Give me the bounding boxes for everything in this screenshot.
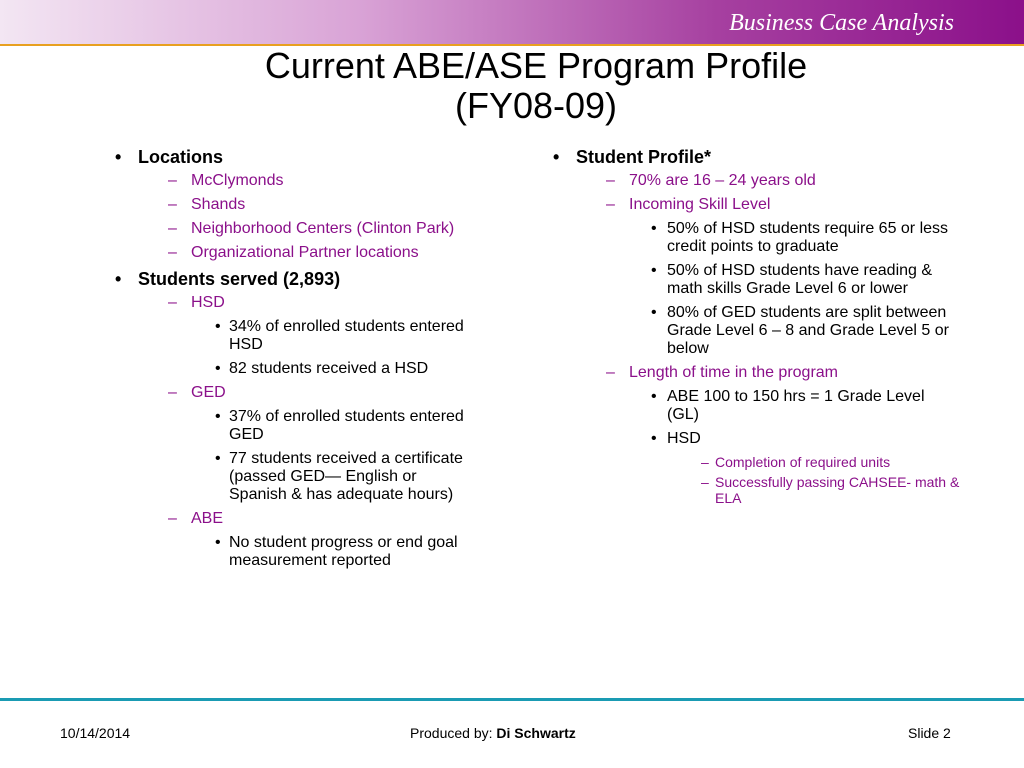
dash-marker: – (606, 196, 615, 213)
bullet-student-profile (553, 146, 973, 168)
footer-rule (0, 698, 1024, 701)
bullet-marker: • (651, 388, 657, 405)
bullet-marker: • (215, 318, 221, 335)
requirement-text: Completion of required units (715, 454, 891, 470)
bullet-marker: • (651, 220, 657, 237)
dash-marker: – (168, 510, 177, 527)
title-line-1: Current ABE/ASE Program Profile (264, 45, 808, 86)
ged-point (115, 408, 525, 444)
dash-marker: – (168, 196, 177, 213)
skill-point (553, 304, 973, 358)
locations-label: Locations (138, 147, 224, 167)
location-text: Neighborhood Centers (Clinton Park) (191, 220, 455, 237)
bullet-marker: • (115, 147, 122, 167)
bullet-marker: • (215, 408, 221, 425)
abe-item (115, 510, 525, 528)
dash-marker: – (168, 244, 177, 261)
bullet-marker: • (651, 262, 657, 279)
ged-label: GED (191, 384, 226, 401)
produced-name: Di Schwartz (496, 725, 576, 741)
skill-item (553, 196, 973, 214)
dash-marker: – (168, 294, 177, 311)
student-profile-label: Student Profile* (576, 147, 712, 167)
footer-slide-number: Slide 2 (908, 725, 951, 741)
hsd-item (115, 294, 525, 312)
dash-marker: – (606, 364, 615, 381)
slide-title (0, 46, 1024, 126)
location-item (115, 220, 525, 238)
bullet-marker: • (651, 304, 657, 321)
point-text: 34% of enrolled students entered HSD (229, 318, 464, 353)
point-text: 50% of HSD students have reading & math skills Grade Level 6 or lower (667, 262, 933, 297)
point-text: ABE 100 to 150 hrs = 1 Grade Level (GL) (667, 388, 925, 423)
students-served-label: Students served (2,893) (138, 269, 341, 289)
left-column (115, 146, 525, 576)
length-point (553, 388, 973, 424)
age-text: 70% are 16 – 24 years old (629, 172, 816, 189)
hsd-requirement (553, 454, 973, 470)
produced-label: Produced by: (410, 725, 493, 741)
location-item (115, 244, 525, 262)
requirement-text: Successfully passing CAHSEE- math & ELA (715, 474, 960, 506)
dash-marker: – (701, 454, 709, 470)
dash-marker: – (606, 172, 615, 189)
skill-label: Incoming Skill Level (629, 196, 771, 213)
bullet-marker: • (215, 450, 221, 467)
location-text: Shands (191, 196, 246, 213)
hsd-label: HSD (191, 294, 225, 311)
footer-produced (410, 725, 576, 741)
point-text: 37% of enrolled students entered GED (229, 408, 464, 443)
location-item (115, 196, 525, 214)
bullet-marker: • (215, 360, 221, 377)
point-text: 77 students received a certificate (passed GED— English or Spanish & has adequate hours) (229, 450, 463, 503)
length-label: Length of time in the program (629, 364, 839, 381)
dash-marker: – (701, 474, 709, 490)
location-text: McClymonds (191, 172, 284, 189)
age-item (553, 172, 973, 190)
point-text: 82 students received a HSD (229, 360, 429, 377)
location-text: Organizational Partner locations (191, 244, 419, 261)
dash-marker: – (168, 220, 177, 237)
bullet-marker: • (651, 430, 657, 447)
length-item (553, 364, 973, 382)
bullet-marker: • (215, 534, 221, 551)
skill-point (553, 262, 973, 298)
abe-label: ABE (191, 510, 224, 527)
dash-marker: – (168, 172, 177, 189)
ged-point (115, 450, 525, 504)
bullet-students-served (115, 268, 525, 290)
footer-date: 10/14/2014 (60, 725, 131, 741)
point-text: 50% of HSD students require 65 or less credit points to graduate (667, 220, 949, 255)
dash-marker: – (168, 384, 177, 401)
point-text: 80% of GED students are split between Grade Level 6 – 8 and Grade Level 5 or below (667, 304, 949, 357)
point-text: No student progress or end goal measurement reported (229, 534, 458, 569)
abe-point (115, 534, 525, 570)
point-text: HSD (667, 430, 701, 447)
bullet-marker: • (115, 269, 122, 289)
skill-point (553, 220, 973, 256)
location-item (115, 172, 525, 190)
hsd-point (115, 318, 525, 354)
header-text: Business Case Analysis (729, 10, 954, 36)
title-line-2: (FY08-09) (454, 85, 618, 126)
right-column (553, 146, 973, 510)
length-point (553, 430, 973, 448)
hsd-point (115, 360, 525, 378)
bullet-marker: • (553, 147, 560, 167)
ged-item (115, 384, 525, 402)
hsd-requirement (553, 474, 973, 506)
bullet-locations (115, 146, 525, 168)
